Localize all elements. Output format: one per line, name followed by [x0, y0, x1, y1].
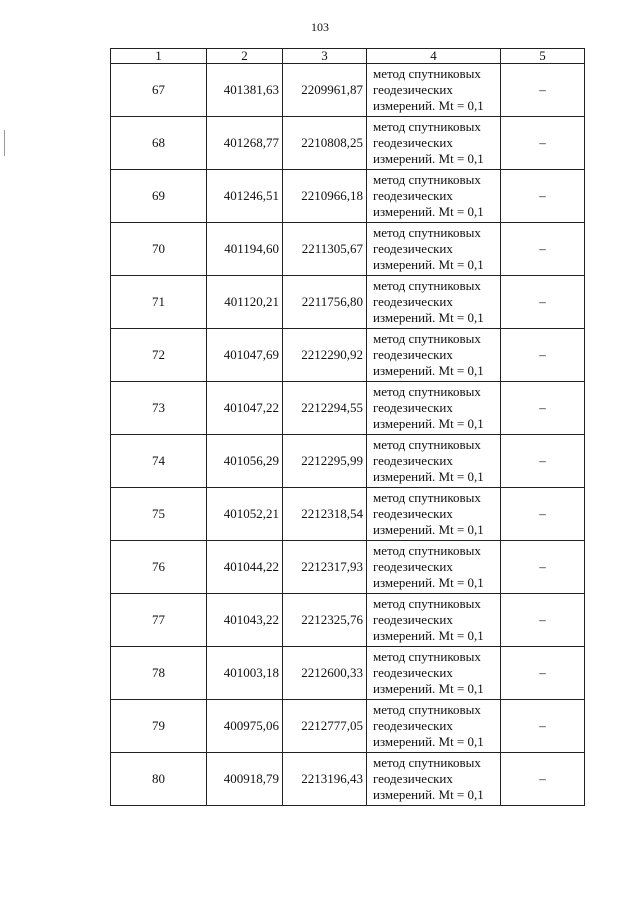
method-text-line: измерений. Mt = 0,1 [373, 310, 484, 325]
point-number-cell: 78 [111, 647, 207, 700]
header-col-1: 1 [111, 49, 207, 64]
table-row [111, 117, 585, 170]
method-text-line: геодезических [373, 771, 453, 786]
table-row [111, 594, 585, 647]
note-cell: – [501, 223, 585, 276]
x-coordinate-cell: 401047,22 [207, 382, 283, 435]
x-coordinate-cell: 401056,29 [207, 435, 283, 488]
table-row [111, 382, 585, 435]
method-text-line: метод спутниковых [373, 225, 481, 240]
point-number-cell: 75 [111, 488, 207, 541]
point-number-cell: 74 [111, 435, 207, 488]
method-text-line: измерений. Mt = 0,1 [373, 681, 484, 696]
table-row [111, 276, 585, 329]
method-text-line: метод спутниковых [373, 172, 481, 187]
point-number-cell: 77 [111, 594, 207, 647]
method-text-line: измерений. Mt = 0,1 [373, 363, 484, 378]
method-text-line: измерений. Mt = 0,1 [373, 575, 484, 590]
header-col-2: 2 [207, 49, 283, 64]
scan-margin-mark [4, 130, 5, 156]
method-text-line: метод спутниковых [373, 66, 481, 81]
note-cell: – [501, 276, 585, 329]
method-text-line: измерений. Mt = 0,1 [373, 204, 484, 219]
method-cell [367, 488, 501, 541]
header-col-4: 4 [367, 49, 501, 64]
note-cell: – [501, 435, 585, 488]
y-coordinate-cell: 2212290,92 [283, 329, 367, 382]
method-text-line: геодезических [373, 188, 453, 203]
method-text-line: метод спутниковых [373, 702, 481, 717]
note-cell: – [501, 117, 585, 170]
method-cell [367, 329, 501, 382]
x-coordinate-cell: 401246,51 [207, 170, 283, 223]
x-coordinate-cell: 401043,22 [207, 594, 283, 647]
y-coordinate-cell: 2209961,87 [283, 64, 367, 117]
x-coordinate-cell: 401268,77 [207, 117, 283, 170]
method-cell [367, 594, 501, 647]
point-number-cell: 72 [111, 329, 207, 382]
header-col-5: 5 [501, 49, 585, 64]
method-text-line: измерений. Mt = 0,1 [373, 787, 484, 802]
method-text-line: геодезических [373, 665, 453, 680]
method-text-line: геодезических [373, 347, 453, 362]
point-number-cell: 68 [111, 117, 207, 170]
note-cell: – [501, 64, 585, 117]
method-text-line: измерений. Mt = 0,1 [373, 522, 484, 537]
y-coordinate-cell: 2212318,54 [283, 488, 367, 541]
x-coordinate-cell: 401194,60 [207, 223, 283, 276]
table-row [111, 170, 585, 223]
x-coordinate-cell: 401047,69 [207, 329, 283, 382]
x-coordinate-cell: 401120,21 [207, 276, 283, 329]
note-cell: – [501, 753, 585, 806]
table-header [111, 49, 585, 64]
method-cell [367, 541, 501, 594]
method-text-line: метод спутниковых [373, 755, 481, 770]
x-coordinate-cell: 401052,21 [207, 488, 283, 541]
table-row [111, 753, 585, 806]
point-number-cell: 76 [111, 541, 207, 594]
method-text-line: геодезических [373, 241, 453, 256]
header-row [111, 49, 585, 64]
table-row [111, 223, 585, 276]
table-row [111, 541, 585, 594]
x-coordinate-cell: 401381,63 [207, 64, 283, 117]
table-row [111, 435, 585, 488]
note-cell: – [501, 170, 585, 223]
note-cell: – [501, 647, 585, 700]
table-body [111, 64, 585, 806]
point-number-cell: 73 [111, 382, 207, 435]
method-text-line: геодезических [373, 294, 453, 309]
method-text-line: измерений. Mt = 0,1 [373, 257, 484, 272]
method-cell [367, 647, 501, 700]
method-text-line: геодезических [373, 506, 453, 521]
y-coordinate-cell: 2212294,55 [283, 382, 367, 435]
y-coordinate-cell: 2212777,05 [283, 700, 367, 753]
method-cell [367, 170, 501, 223]
method-text-line: метод спутниковых [373, 490, 481, 505]
y-coordinate-cell: 2211756,80 [283, 276, 367, 329]
point-number-cell: 67 [111, 64, 207, 117]
method-cell [367, 700, 501, 753]
note-cell: – [501, 329, 585, 382]
point-number-cell: 70 [111, 223, 207, 276]
method-text-line: метод спутниковых [373, 331, 481, 346]
note-cell: – [501, 488, 585, 541]
y-coordinate-cell: 2212295,99 [283, 435, 367, 488]
y-coordinate-cell: 2212325,76 [283, 594, 367, 647]
y-coordinate-cell: 2213196,43 [283, 753, 367, 806]
method-text-line: геодезических [373, 400, 453, 415]
method-text-line: геодезических [373, 453, 453, 468]
y-coordinate-cell: 2211305,67 [283, 223, 367, 276]
point-number-cell: 79 [111, 700, 207, 753]
page-number: 103 [311, 20, 329, 34]
point-number-cell: 69 [111, 170, 207, 223]
table-row [111, 329, 585, 382]
method-text-line: метод спутниковых [373, 384, 481, 399]
method-text-line: геодезических [373, 135, 453, 150]
y-coordinate-cell: 2212600,33 [283, 647, 367, 700]
note-cell: – [501, 700, 585, 753]
y-coordinate-cell: 2210966,18 [283, 170, 367, 223]
method-cell [367, 64, 501, 117]
method-text-line: геодезических [373, 612, 453, 627]
table-row [111, 700, 585, 753]
y-coordinate-cell: 2210808,25 [283, 117, 367, 170]
x-coordinate-cell: 400918,79 [207, 753, 283, 806]
table-row [111, 647, 585, 700]
method-text-line: измерений. Mt = 0,1 [373, 628, 484, 643]
method-text-line: измерений. Mt = 0,1 [373, 469, 484, 484]
method-text-line: геодезических [373, 559, 453, 574]
method-text-line: геодезических [373, 82, 453, 97]
method-cell [367, 753, 501, 806]
note-cell: – [501, 541, 585, 594]
method-text-line: метод спутниковых [373, 278, 481, 293]
method-cell [367, 223, 501, 276]
note-cell: – [501, 382, 585, 435]
method-cell [367, 117, 501, 170]
point-number-cell: 71 [111, 276, 207, 329]
method-text-line: метод спутниковых [373, 649, 481, 664]
method-text-line: метод спутниковых [373, 596, 481, 611]
x-coordinate-cell: 400975,06 [207, 700, 283, 753]
point-number-cell: 80 [111, 753, 207, 806]
method-text-line: измерений. Mt = 0,1 [373, 151, 484, 166]
x-coordinate-cell: 401003,18 [207, 647, 283, 700]
coordinates-table [110, 48, 585, 806]
method-text-line: измерений. Mt = 0,1 [373, 734, 484, 749]
method-text-line: геодезических [373, 718, 453, 733]
method-text-line: метод спутниковых [373, 543, 481, 558]
note-cell: – [501, 594, 585, 647]
method-text-line: метод спутниковых [373, 119, 481, 134]
method-text-line: метод спутниковых [373, 437, 481, 452]
table-row [111, 488, 585, 541]
method-cell [367, 382, 501, 435]
header-col-3: 3 [283, 49, 367, 64]
method-text-line: измерений. Mt = 0,1 [373, 416, 484, 431]
method-text-line: измерений. Mt = 0,1 [373, 98, 484, 113]
y-coordinate-cell: 2212317,93 [283, 541, 367, 594]
method-cell [367, 435, 501, 488]
table-row [111, 64, 585, 117]
x-coordinate-cell: 401044,22 [207, 541, 283, 594]
method-cell [367, 276, 501, 329]
